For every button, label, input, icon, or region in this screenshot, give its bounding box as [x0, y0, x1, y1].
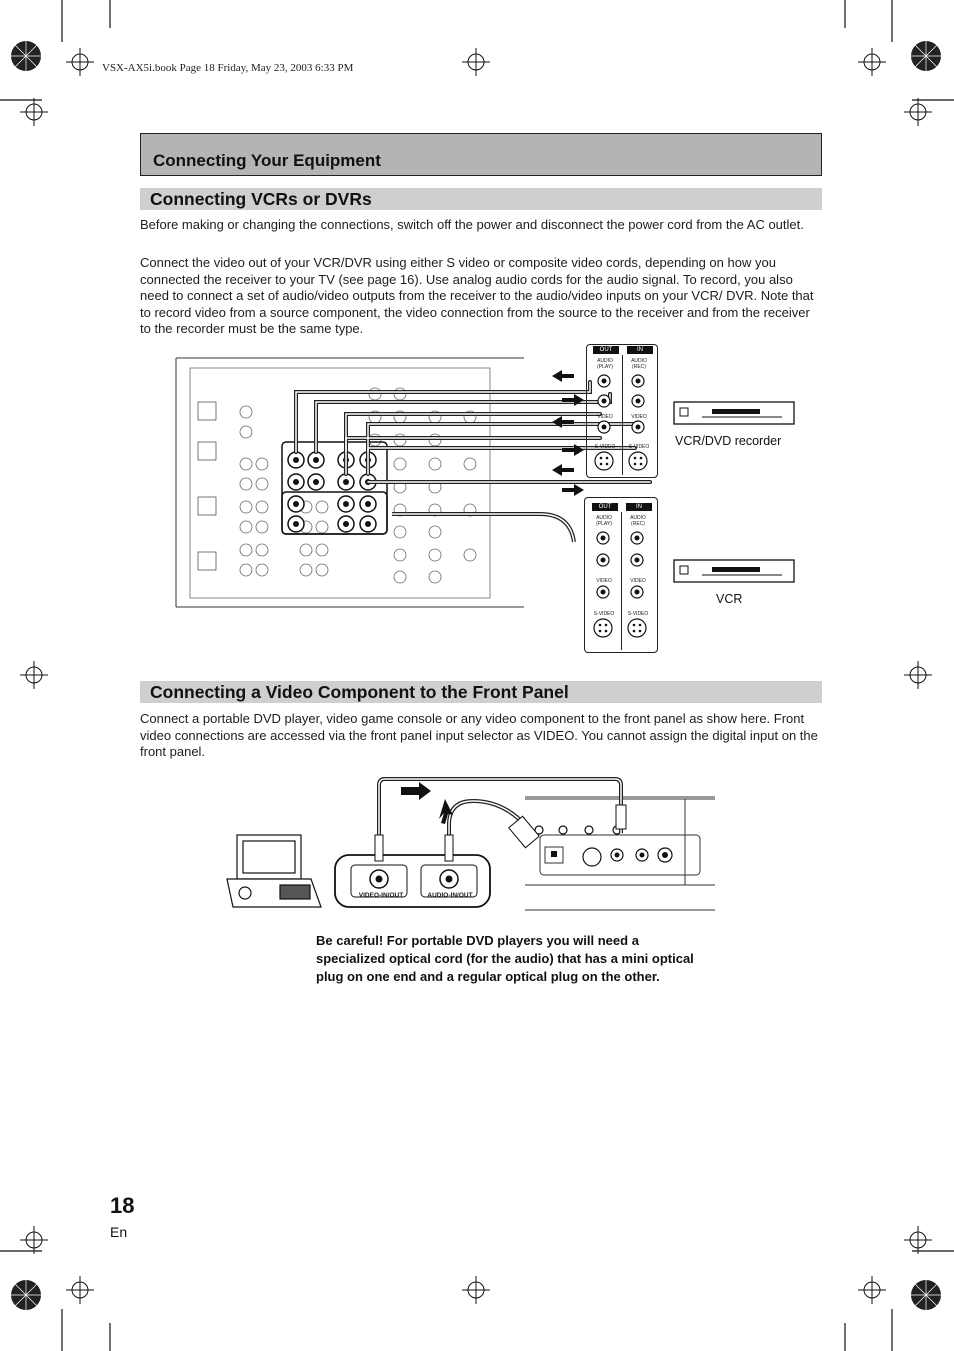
section-header [140, 133, 822, 176]
audio-jack-label: AUDIO-IN/OUT [427, 892, 473, 899]
recorder-device-icon [672, 400, 796, 428]
audio-rec-label: AUDIO (REC) [630, 515, 646, 527]
s-video-out-label: S-VIDEO [593, 611, 615, 617]
s-video-in-label: S-VIDEO [628, 444, 650, 450]
vcr-label: VCR [716, 592, 743, 606]
vcr-device-icon [672, 558, 796, 586]
file-stamp: VSX-AX5i.book Page 18 Friday, May 23, 2003 6:33 PM [102, 62, 354, 74]
vcr-para-1: Before making or changing the connections, switch off the power and disconnect the power cord from the AC outlet. [140, 217, 804, 232]
recorder-label: VCR/DVD recorder [675, 434, 782, 448]
section-title: Connecting Your Equipment [153, 151, 381, 170]
audio-play-label: AUDIO (PLAY) [596, 515, 612, 527]
audio-rec-label: AUDIO (REC) [631, 358, 647, 370]
s-video-out-label: S-VIDEO [594, 444, 616, 450]
front-para: Connect a portable DVD player, video game console or any video component to the front panel as show here. Front video connections are accessed via the front panel input selector as VIDEO. You cannot assign the digital input on the front panel. [140, 711, 818, 760]
front-heading: Connecting a Video Component to the Front Panel [150, 682, 569, 702]
video-in-label: VIDEO [631, 414, 647, 420]
recorder-jack-panel [586, 344, 658, 478]
in-tag: IN [626, 503, 652, 511]
page-number: 18 [110, 1193, 135, 1218]
video-in-label: VIDEO [630, 578, 646, 584]
video-jack-label: VIDEO-IN/OUT [358, 892, 404, 899]
in-tag: IN [627, 346, 653, 354]
language-code: En [110, 1224, 128, 1240]
video-out-label: VIDEO [596, 578, 612, 584]
vcr-jack-panel [584, 497, 658, 653]
vcr-heading-bar [140, 188, 822, 210]
vcr-heading: Connecting VCRs or DVRs [150, 189, 372, 209]
vcr-para-2: Connect the video out of your VCR/DVR using either S video or composite video cords, depending on how you connected the receiver to your TV (see page 16). Use analog audio cords for the audio signal. To record, you also need to connect a set of audio/video outputs from the receiver to the audio/video inputs on your VCR/ DVR. Note that to record video from a source component, the video connection from the source to the receiver and from the receiver to the recorder must be the same type. [140, 255, 814, 337]
out-tag: OUT [592, 503, 618, 511]
warning-note: Be careful! For portable DVD players you will need a specialized optical cord (for the audio) that has a mini optical plug on one end and a regular optical plug on the other. [316, 933, 694, 984]
video-out-label: VIDEO [597, 414, 613, 420]
audio-play-label: AUDIO (PLAY) [597, 358, 613, 370]
front-heading-bar [140, 681, 822, 703]
out-tag: OUT [593, 346, 619, 354]
s-video-in-label: S-VIDEO [627, 611, 649, 617]
